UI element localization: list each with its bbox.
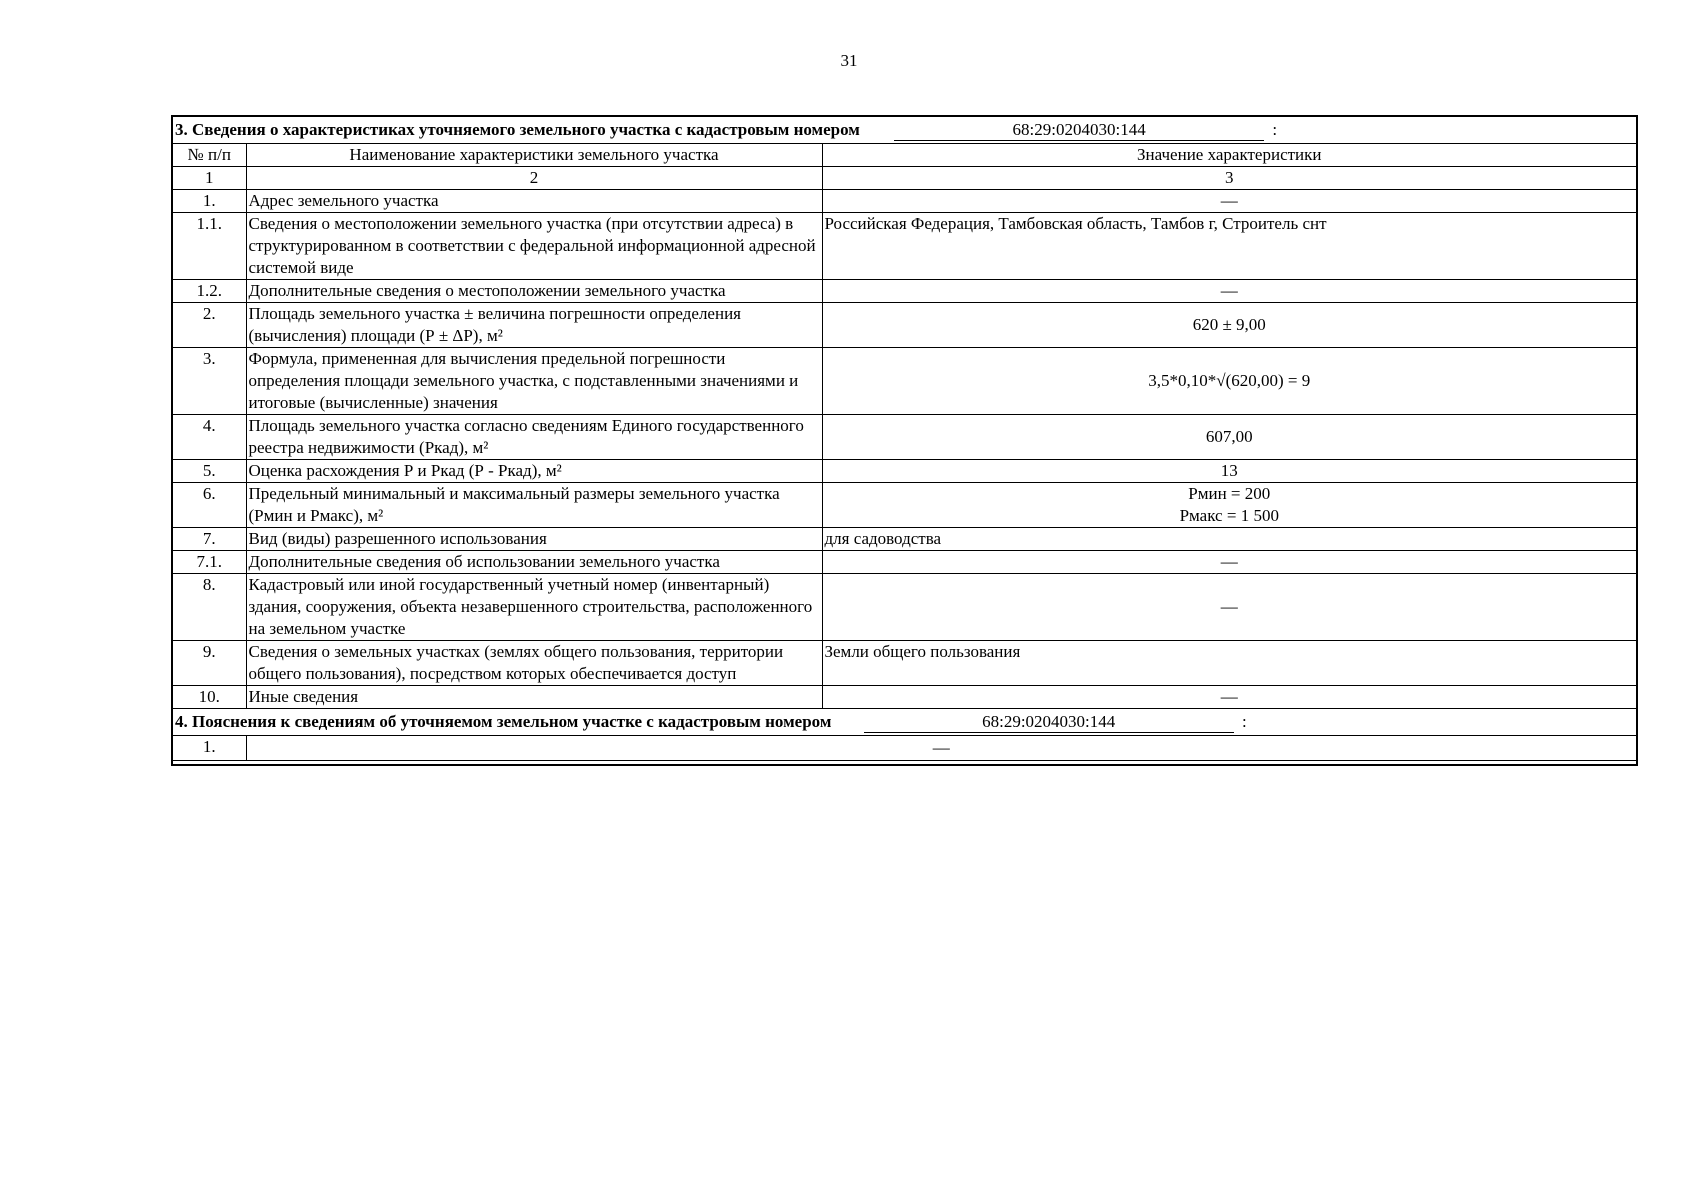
table-bottom-rule xyxy=(172,761,1637,766)
section4-title: 4. Пояснения к сведениям об уточняемом земельном участке с кадастровым номером xyxy=(175,712,832,731)
row-name: Площадь земельного участка согласно сведениям Единого государственного реестра недвижимости (Ркад), м² xyxy=(246,415,822,460)
row-number: 5. xyxy=(172,460,246,483)
row-number: 2. xyxy=(172,303,246,348)
table-row xyxy=(172,483,1637,528)
header-col-name: Наименование характеристики земельного участка xyxy=(246,144,822,167)
table-row xyxy=(172,280,1637,303)
row-number: 3. xyxy=(172,348,246,415)
table-row xyxy=(172,460,1637,483)
table-row xyxy=(172,190,1637,213)
section3-title-row xyxy=(172,116,1637,144)
row-number: 1. xyxy=(172,190,246,213)
section4-row-number: 1. xyxy=(172,736,246,761)
row-name: Сведения о местоположении земельного участка (при отсутствии адреса) в структурированном в соответствии с федеральной информационной адресной системой виде xyxy=(246,213,822,280)
row-value: — xyxy=(822,551,1637,574)
land-plot-characteristics-table xyxy=(171,115,1638,766)
header-col-value: Значение характеристики xyxy=(822,144,1637,167)
row-name: Кадастровый или иной государственный учетный номер (инвентарный) здания, сооружения, объекта незавершенного строительства, расположенного на земельном участке xyxy=(246,574,822,641)
min-area-value: Рмин = 200 xyxy=(1188,484,1271,503)
row-name: Адрес земельного участка xyxy=(246,190,822,213)
row-value: 607,00 xyxy=(822,415,1637,460)
row-value: 620 ± 9,00 xyxy=(822,303,1637,348)
row-value: Российская Федерация, Тамбовская область, Тамбов г, Строитель снт xyxy=(822,213,1637,280)
table-row xyxy=(172,528,1637,551)
row-value: — xyxy=(822,280,1637,303)
section4-title-cell xyxy=(172,709,1637,736)
row-name: Вид (виды) разрешенного использования xyxy=(246,528,822,551)
table-row xyxy=(172,303,1637,348)
section3-cadastral-number: 68:29:0204030:144 xyxy=(894,120,1264,141)
row-number: 7. xyxy=(172,528,246,551)
row-value: 3,5*0,10*√(620,00) = 9 xyxy=(822,348,1637,415)
row-number: 4. xyxy=(172,415,246,460)
row-number: 8. xyxy=(172,574,246,641)
table-bottom-rule-cell xyxy=(172,761,1637,766)
row-value: Земли общего пользования xyxy=(822,641,1637,686)
table-row xyxy=(172,213,1637,280)
section3-colon: : xyxy=(1272,120,1278,139)
row-value: — xyxy=(822,574,1637,641)
table-row xyxy=(172,348,1637,415)
row-name: Дополнительные сведения об использовании земельного участка xyxy=(246,551,822,574)
table-row xyxy=(172,574,1637,641)
row-value: для садоводства xyxy=(822,528,1637,551)
row-value xyxy=(822,483,1637,528)
table-row xyxy=(172,551,1637,574)
section4-cadastral-number: 68:29:0204030:144 xyxy=(864,712,1234,733)
table-row xyxy=(172,686,1637,709)
row-name: Оценка расхождения Р и Ркад (Р - Ркад), м² xyxy=(246,460,822,483)
section3-title: 3. Сведения о характеристиках уточняемого земельного участка с кадастровым номером xyxy=(175,120,860,139)
row-value: — xyxy=(822,190,1637,213)
header-col-number: № п/п xyxy=(172,144,246,167)
row-name: Сведения о земельных участках (землях общего пользования, территории общего пользования), посредством которых обеспечивается доступ xyxy=(246,641,822,686)
page-number: 31 xyxy=(840,51,858,70)
row-number: 7.1. xyxy=(172,551,246,574)
row-number: 6. xyxy=(172,483,246,528)
column-number-1: 1 xyxy=(172,167,246,190)
row-name: Предельный минимальный и максимальный размеры земельного участка (Рмин и Рмакс), м² xyxy=(246,483,822,528)
section4-row-value: — xyxy=(246,736,1637,761)
table-row xyxy=(172,415,1637,460)
section3-title-cell xyxy=(172,116,1637,144)
row-number: 1.1. xyxy=(172,213,246,280)
section4-title-row xyxy=(172,709,1637,736)
row-name: Формула, примененная для вычисления предельной погрешности определения площади земельного участка, с подставленными значениями и итоговые (вычисленные) значения xyxy=(246,348,822,415)
table-column-numbers-row xyxy=(172,167,1637,190)
column-number-3: 3 xyxy=(822,167,1637,190)
row-value: 13 xyxy=(822,460,1637,483)
section4-row xyxy=(172,736,1637,761)
row-number: 10. xyxy=(172,686,246,709)
section4-colon: : xyxy=(1241,712,1247,731)
row-name: Площадь земельного участка ± величина погрешности определения (вычисления) площади (Р ± ΔР), м² xyxy=(246,303,822,348)
row-name: Иные сведения xyxy=(246,686,822,709)
row-value: — xyxy=(822,686,1637,709)
row-name: Дополнительные сведения о местоположении земельного участка xyxy=(246,280,822,303)
table-header-row xyxy=(172,144,1637,167)
row-number: 9. xyxy=(172,641,246,686)
column-number-2: 2 xyxy=(246,167,822,190)
max-area-value: Рмакс = 1 500 xyxy=(1179,506,1279,525)
table-row xyxy=(172,641,1637,686)
row-number: 1.2. xyxy=(172,280,246,303)
